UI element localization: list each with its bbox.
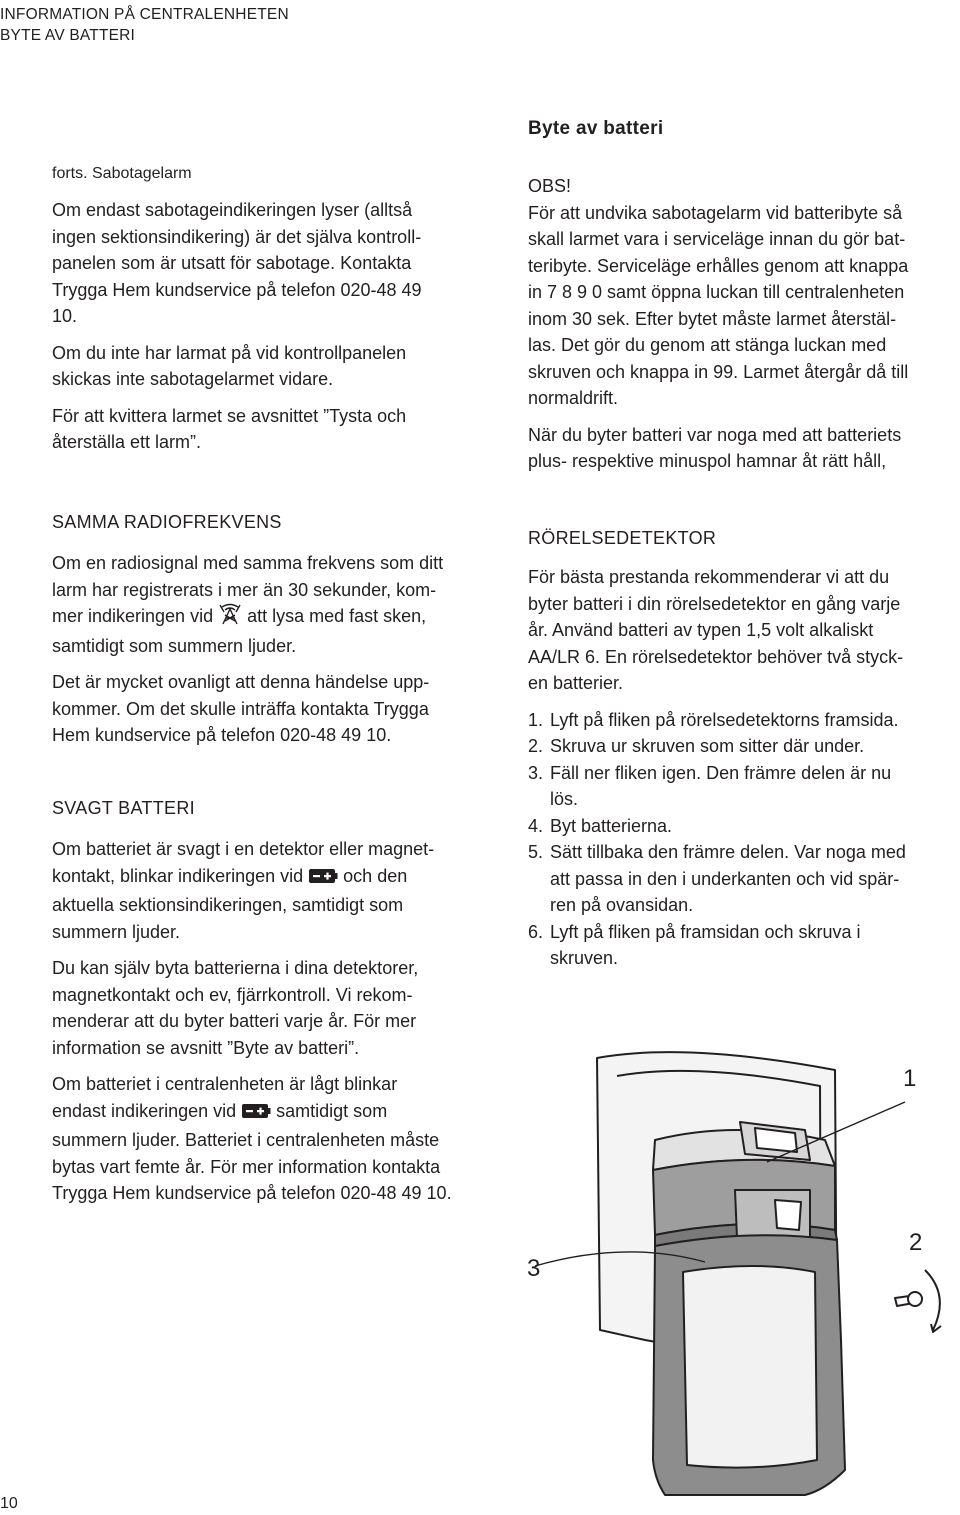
motion-heading: RÖRELSEDETEKTOR [528, 528, 717, 548]
figure-label-3: 3 [527, 1255, 541, 1282]
header-line-1: INFORMATION PÅ CENTRALENHETEN [0, 6, 289, 23]
obs-label: OBS! [528, 176, 572, 196]
motion-detector-illustration [505, 1040, 955, 1510]
sabotage-paragraph-1: Om endast sabotageindikeringen lyser (alltså ingen sektionsindikering) är det själva kontroll- panelen som är utsatt för sabotage. Kontakta Trygga Hem kundservice på telefon 020-48 49 10. [52, 200, 422, 326]
radio-paragraph-1: Om en radiosignal med samma frekvens som ditt larm har registrerats i mer än 30 sekunder, kom- mer indikeringen vid att lysa med fast sken, samtidigt som summern ljuder. [52, 553, 444, 656]
sabotage-paragraph-3: För att kvittera larmet se avsnittet ”Tysta och återställa ett larm”. [52, 405, 407, 452]
list-item: 3. Fäll ner fliken igen. Den främre delen är nu lös. [528, 762, 892, 809]
list-item: 2. Skruva ur skruven som sitter där under. [528, 736, 865, 756]
radio-paragraph-2: Det är mycket ovanligt att denna händelse upp- kommer. Om det skulle inträffa kontakta Trygga Hem kundservice på telefon 020-48 49 10. [52, 672, 430, 745]
list-item: 1. Lyft på fliken på rörelsedetektorns framsida. [528, 709, 899, 730]
continuation-label: forts. Sabotagelarm [52, 165, 192, 182]
battery-change-paragraph-1: För att undvika sabotagelarm vid batteribyte så skall larmet vara i serviceläge innan du gör bat- teribyte. Serviceläge erhålles genom att knappa in 7 8 9 0 samt öppna luckan till centralenheten inom 30 sek. Efter bytet måste larmet återstäl- las. Det gör du genom att stänga luckan med skruven och knappa in 99. Larmet återgår då till normaldrift. [528, 202, 909, 408]
battery-heading: SVAGT BATTERI [52, 798, 195, 818]
running-header [0, 4, 289, 46]
radio-jam-icon [218, 603, 242, 633]
figure-label-2: 2 [909, 1229, 923, 1256]
list-item: 4. Byt batterierna. [528, 815, 673, 836]
motion-steps-list [528, 707, 958, 972]
section-low-battery [52, 796, 482, 1207]
page-number: 10 [0, 1495, 18, 1512]
header-line-2: BYTE AV BATTERI [0, 27, 136, 44]
section-motion-detector [528, 526, 958, 972]
motion-paragraph-1: För bästa prestanda rekommenderar vi att du byter batteri i din rörelsedetektor en gång varje år. Använd batteri av typen 1,5 volt alkaliskt AA/LR 6. En rörelsedetektor behöver två styck- en batterier. [528, 567, 904, 693]
sabotage-paragraph-2: Om du inte har larmat på vid kontrollpanelen skickas inte sabotagelarmet vidare. [52, 342, 407, 389]
section-sabotage [52, 163, 482, 456]
figure-label-1: 1 [903, 1065, 917, 1092]
list-item: 6. Lyft på fliken på framsidan och skruva i skruven. [528, 921, 861, 968]
battery-paragraph-1: Om batteriet är svagt i en detektor eller magnet- kontakt, blinkar indikeringen vid och den aktuella sektionsindikeringen, samtidigt som summern ljuder. [52, 839, 435, 942]
battery-icon [241, 1101, 271, 1128]
radio-heading: SAMMA RADIOFREKVENS [52, 512, 282, 532]
section-radio-frequency [52, 510, 482, 749]
list-item: 5. Sätt tillbaka den främre delen. Var noga med att passa in den i underkanten och vid spär- ren på ovansidan. [528, 842, 906, 915]
battery-paragraph-2: Du kan själv byta batterierna i dina detektorer, magnetkontakt och ev, fjärrkontroll. Vi rekom- menderar att du byter batteri varje år. För mer information se avsnitt ”Byte av batteri”. [52, 958, 419, 1058]
battery-icon [308, 866, 338, 893]
battery-change-heading: Byte av batteri [528, 118, 664, 139]
battery-change-paragraph-2: När du byter batteri var noga med att batteriets plus- respektive minuspol hamnar åt rätt håll, [528, 424, 902, 471]
battery-paragraph-3: Om batteriet i centralenheten är lågt blinkar endast indikeringen vid samtidigt som summern ljuder. Batteriet i centralenheten måste bytas vart femte år. För mer information kontakta Trygga Hem kundservice på telefon 020-48 49 10. [52, 1074, 452, 1203]
section-battery-change [528, 117, 958, 475]
motion-detector-drawing [505, 1040, 955, 1510]
